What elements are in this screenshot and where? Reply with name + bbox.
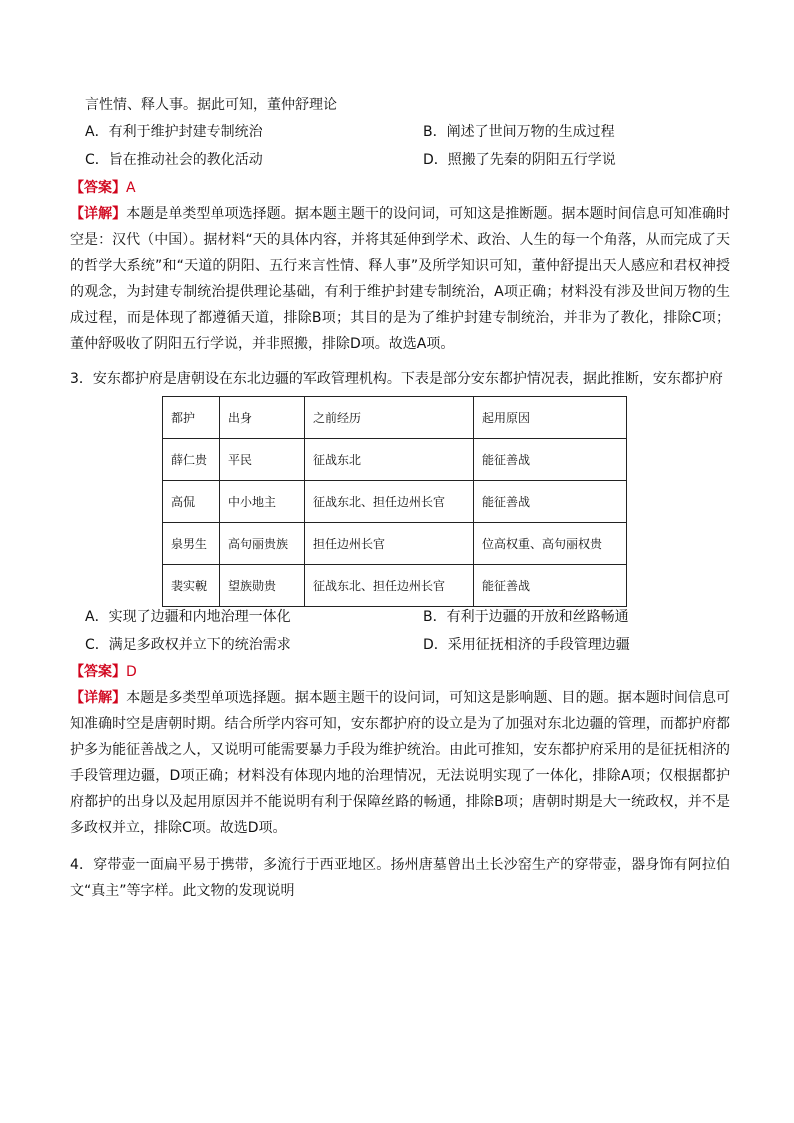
q2-answer [70, 178, 136, 198]
q3-option-a: A．实现了边疆和内地治理一体化 [85, 609, 291, 625]
table-cell: 位高权重、高句丽权贵 [474, 523, 627, 565]
table-row [163, 565, 627, 607]
explain-text: 本题是单类型单项选择题。据本题主题干的设问词，可知这是推断题。据本题时间信息可知准确时空是：汉代（中国）。据材料“天的具体内容，并将其延伸到学术、政治、人生的每一个角落，从而完成了天的哲学大系统”和“天道的阴阳、五行来言性情、释人事”及所学知识可知，董仲舒提出天人感应和君权神授的观念，为封建专制统治提供理论基础，有利于维护封建专制统治，A项正确；材料没有涉及世间万物的生成过程，而是体现了都遵循天道，排除B项；其目的是为了维护封建专制统治，并非为了教化，排除C项；董仲舒吸收了阴阳五行学说，并非照搬，排除D项。故选A项。 [70, 206, 731, 352]
table-cell: 中小地主 [220, 481, 305, 523]
table-cell: 能征善战 [474, 481, 627, 523]
table-cell: 泉男生 [163, 523, 220, 565]
table-row [163, 523, 627, 565]
table-cell: 裴实輗 [163, 565, 220, 607]
q2-option-c: C．旨在推动社会的教化活动 [85, 152, 263, 168]
q3-explanation [70, 685, 730, 841]
q2-option-d: D．照搬了先秦的阴阳五行学说 [423, 152, 616, 168]
table-cell: 征战东北、担任边州长官 [305, 565, 474, 607]
table-header-cell: 之前经历 [305, 397, 474, 439]
q2-option-b: B．阐述了世间万物的生成过程 [423, 124, 615, 140]
table-row [163, 439, 627, 481]
q3-table [162, 396, 627, 607]
q3-option-b: B．有利于边疆的开放和丝路畅通 [423, 609, 629, 625]
answer-tag: 【答案】 [70, 180, 126, 196]
q3-stem: 3．安东都护府是唐朝设在东北边疆的军政管理机构。下表是部分安东都护情况表，据此推断，安东都护府 [70, 371, 723, 387]
q2-explanation [70, 201, 730, 357]
q3-option-d: D．采用征抚相济的手段管理边疆 [423, 637, 630, 653]
answer-value: A [126, 180, 136, 196]
table-cell: 高侃 [163, 481, 220, 523]
answer-value: D [126, 664, 137, 680]
q4-stem: 4．穿带壶一面扁平易于携带，多流行于西亚地区。扬州唐墓曾出土长沙窑生产的穿带壶，器身饰有阿拉伯文“真主”等字样。此文物的发现说明 [70, 857, 730, 899]
table-cell: 薛仁贵 [163, 439, 220, 481]
q2-stem-end: 言性情、释人事。据此可知，董仲舒理论 [85, 97, 337, 113]
table-cell: 征战东北 [305, 439, 474, 481]
table-cell: 高句丽贵族 [220, 523, 305, 565]
explain-tag: 【详解】 [70, 206, 127, 222]
table-cell: 征战东北、担任边州长官 [305, 481, 474, 523]
table-row [163, 481, 627, 523]
answer-tag: 【答案】 [70, 664, 126, 680]
table-header-cell: 出身 [220, 397, 305, 439]
table-header-cell: 起用原因 [474, 397, 627, 439]
q2-option-a: A．有利于维护封建专制统治 [85, 124, 263, 140]
table-cell: 望族勋贵 [220, 565, 305, 607]
explain-tag: 【详解】 [70, 690, 127, 706]
table-header-row [163, 397, 627, 439]
table-header-cell: 都护 [163, 397, 220, 439]
explain-text: 本题是多类型单项选择题。据本题主题干的设问词，可知这是影响题、目的题。据本题时间信息可知准确时空是唐朝时期。结合所学内容可知，安东都护府的设立是为了加强对东北边疆的管理，而都护府都护多为能征善战之人，又说明可能需要暴力手段为维护统治。由此可推知，安东都护府采用的是征抚相济的手段管理边疆，D项正确；材料没有体现内地的治理情况，无法说明实现了一体化，排除A项；仅根据都护府都护的出身以及起用原因并不能说明有利于保障丝路的畅通，排除B项；唐朝时期是大一统政权，并不是多政权并立，排除C项。故选D项。 [70, 690, 731, 836]
table-cell: 能征善战 [474, 565, 627, 607]
table-cell: 担任边州长官 [305, 523, 474, 565]
table-cell: 能征善战 [474, 439, 627, 481]
q3-option-c: C．满足多政权并立下的统治需求 [85, 637, 291, 653]
table-cell: 平民 [220, 439, 305, 481]
q3-answer [70, 662, 137, 682]
